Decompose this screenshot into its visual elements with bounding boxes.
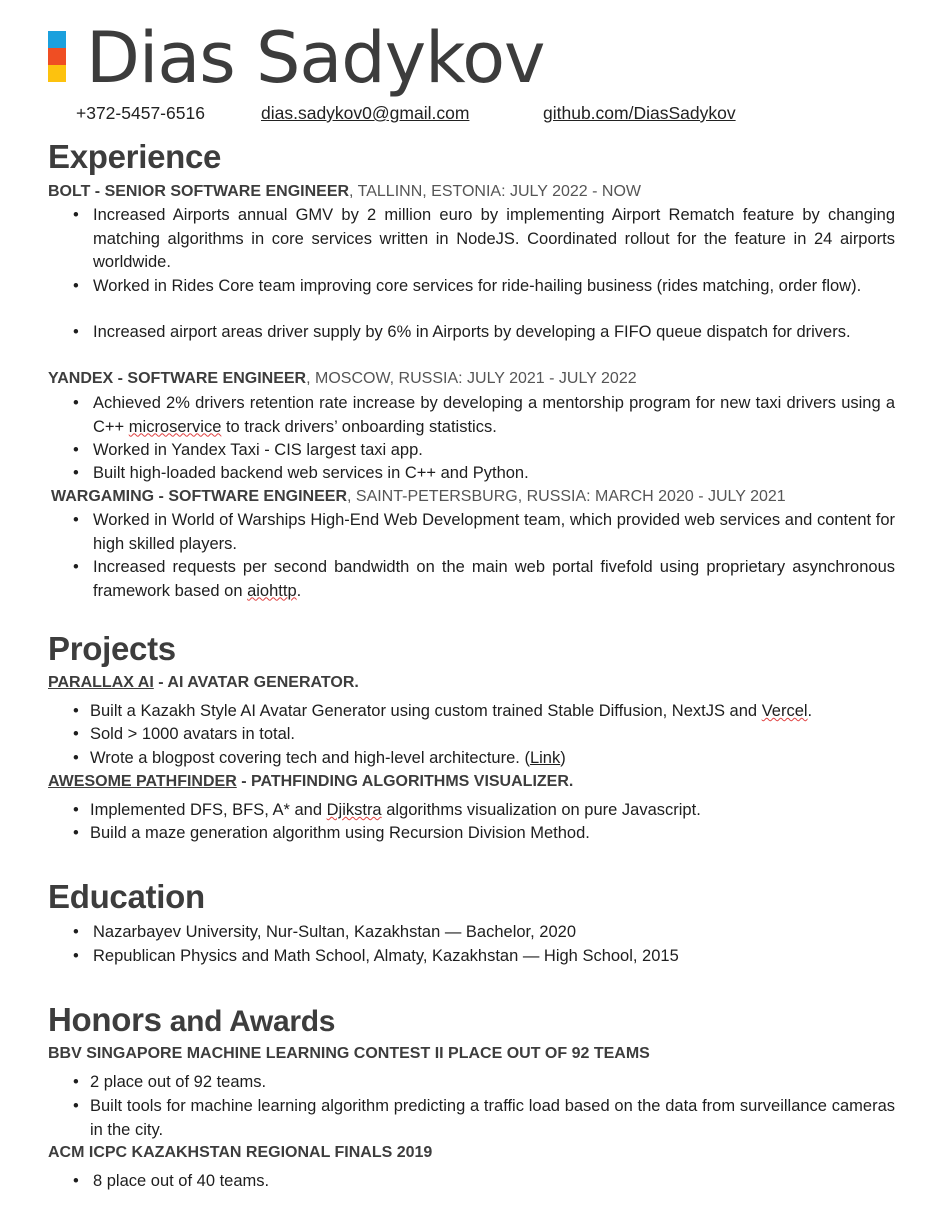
bullet-text: Increased requests per second bandwidth on the main web portal fivefold using proprietary asynchronous framework based on aiohttp. — [93, 558, 895, 600]
award-title: BBV SINGAPORE MACHINE LEARNING CONTEST II PLACE OUT OF 92 TEAMS — [48, 1045, 650, 1062]
list-item: • Built a Kazakh Style AI Avatar Generator using custom trained Stable Diffusion, NextJS and Vercel. — [73, 700, 895, 724]
candidate-name: Dias Sadykov — [86, 17, 545, 99]
logo-yellow-block — [48, 65, 66, 82]
list-item: • Increased airport areas driver supply by 6% in Airports by developing a FIFO queue dispatch for drivers. — [73, 321, 895, 345]
project-link[interactable]: AWESOME PATHFINDER — [48, 773, 237, 790]
bullet-text: Worked in Rides Core team improving core services for ride-hailing business (rides matching, order flow). — [93, 277, 862, 295]
projects-heading: Projects — [48, 630, 176, 667]
bullet-text: Worked in World of Warships High-End Web Development team, which provided web services and content for high skilled players. — [93, 511, 895, 553]
bullet-text: Increased airport areas driver supply by 6% in Airports by developing a FIFO queue dispatch for drivers. — [93, 323, 851, 341]
list-item: • Built high-loaded backend web services in C++ and Python. — [73, 462, 895, 486]
project-title — [48, 772, 573, 792]
bullet-text: 2 place out of 92 teams. — [90, 1073, 267, 1091]
bullet-text: Implemented DFS, BFS, A* and Djikstra algorithms visualization on pure Javascript. — [90, 801, 701, 819]
list-item: • Worked in Rides Core team improving core services for ride-hailing business (rides matching, order flow). — [73, 275, 895, 299]
experience-heading: Experience — [48, 138, 222, 175]
bullet-text: Nazarbayev University, Nur-Sultan, Kazakhstan — Bachelor, 2020 — [93, 923, 577, 941]
bullet-text: Wrote a blogpost covering tech and high-level architecture. (Link) — [90, 749, 566, 767]
list-item: • 8 place out of 40 teams. — [73, 1170, 895, 1194]
job-company-role: BOLT - SENIOR SOFTWARE ENGINEER — [48, 183, 350, 200]
bullet-text: Republican Physics and Math School, Almaty, Kazakhstan — High School, 2015 — [93, 947, 679, 965]
list-item: • Wrote a blogpost covering tech and high-level architecture. (Link) — [73, 747, 895, 771]
github-link[interactable]: github.com/DiasSadykov — [543, 103, 736, 123]
list-item: • Nazarbayev University, Nur-Sultan, Kazakhstan — Bachelor, 2020 — [73, 921, 895, 945]
bullet-text: Achieved 2% drivers retention rate increase by developing a mentorship program for new taxi drivers using a C++ microservice to track drivers’ onboarding statistics. — [93, 394, 895, 436]
bullet-text: Built high-loaded backend web services in C++ and Python. — [93, 464, 529, 482]
logo-red-block — [48, 48, 66, 65]
bullet-text: Build a maze generation algorithm using Recursion Division Method. — [90, 824, 590, 842]
project-desc: - AI AVATAR GENERATOR. — [153, 674, 359, 691]
bullet-text: Worked in Yandex Taxi - CIS largest taxi app. — [93, 441, 423, 459]
list-item: • Implemented DFS, BFS, A* and Djikstra algorithms visualization on pure Javascript. — [73, 799, 895, 823]
job-company-role: YANDEX - SOFTWARE ENGINEER — [48, 370, 307, 387]
job-location-dates: , MOSCOW, RUSSIA: JULY 2021 - JULY 2022 — [306, 370, 637, 387]
list-item: • Republican Physics and Math School, Almaty, Kazakhstan — High School, 2015 — [73, 945, 895, 969]
project-link[interactable]: PARALLAX AI — [48, 674, 154, 691]
list-item: • Build a maze generation algorithm using Recursion Division Method. — [73, 822, 895, 846]
award-title: ACM ICPC KAZAKHSTAN REGIONAL FINALS 2019 — [48, 1144, 433, 1161]
job-location-dates: , SAINT-PETERSBURG, RUSSIA: MARCH 2020 - JULY 2021 — [347, 488, 786, 505]
list-item: • Achieved 2% drivers retention rate increase by developing a mentorship program for new taxi drivers using a C++ microservice to track drivers’ onboarding statistics. — [73, 392, 895, 439]
logo-blocks-icon — [48, 31, 66, 82]
education-heading: Education — [48, 878, 205, 915]
bullet-text: Sold > 1000 avatars in total. — [90, 725, 296, 743]
bullet-text: Built tools for machine learning algorithm predicting a traffic load based on the data from surveillance cameras in the city. — [90, 1097, 895, 1139]
bullet-text: 8 place out of 40 teams. — [93, 1172, 270, 1190]
project-title — [48, 673, 359, 693]
project-desc: - PATHFINDING ALGORITHMS VISUALIZER. — [236, 773, 574, 790]
job-title — [48, 182, 641, 202]
list-item: • Built tools for machine learning algorithm predicting a traffic load based on the data from surveillance cameras in the city. — [73, 1095, 895, 1142]
list-item: • Sold > 1000 avatars in total. — [73, 723, 895, 747]
email-link[interactable]: dias.sadykov0@gmail.com — [261, 103, 470, 123]
job-location-dates: , TALLINN, ESTONIA: JULY 2022 - NOW — [349, 183, 641, 200]
list-item: • 2 place out of 92 teams. — [73, 1071, 895, 1095]
bullet-text: Built a Kazakh Style AI Avatar Generator using custom trained Stable Diffusion, NextJS and Vercel. — [90, 702, 813, 720]
list-item: • Increased Airports annual GMV by 2 million euro by implementing Airport Rematch feature by changing matching algorithms in core services written in NodeJS. Coordinated rollout for the feature in 24 airports worldwide. — [73, 204, 895, 275]
list-item: • Worked in Yandex Taxi - CIS largest taxi app. — [73, 439, 895, 463]
job-title — [48, 369, 637, 389]
list-item: • Increased requests per second bandwidth on the main web portal fivefold using proprietary asynchronous framework based on aiohttp. — [73, 556, 895, 603]
logo-blue-block — [48, 31, 66, 48]
blogpost-link[interactable]: Link — [529, 749, 561, 767]
phone-number: +372-5457-6516 — [76, 103, 205, 123]
list-item: • Worked in World of Warships High-End Web Development team, which provided web services and content for high skilled players. — [73, 509, 895, 556]
job-company-role: WARGAMING - SOFTWARE ENGINEER — [51, 488, 347, 505]
job-title — [51, 487, 786, 507]
honors-heading: Honors and Awards — [48, 1001, 336, 1038]
bullet-text: Increased Airports annual GMV by 2 million euro by implementing Airport Rematch feature by changing matching algorithms in core services written in NodeJS. Coordinated rollout for the feature in 24 airports worldwide. — [93, 206, 895, 271]
